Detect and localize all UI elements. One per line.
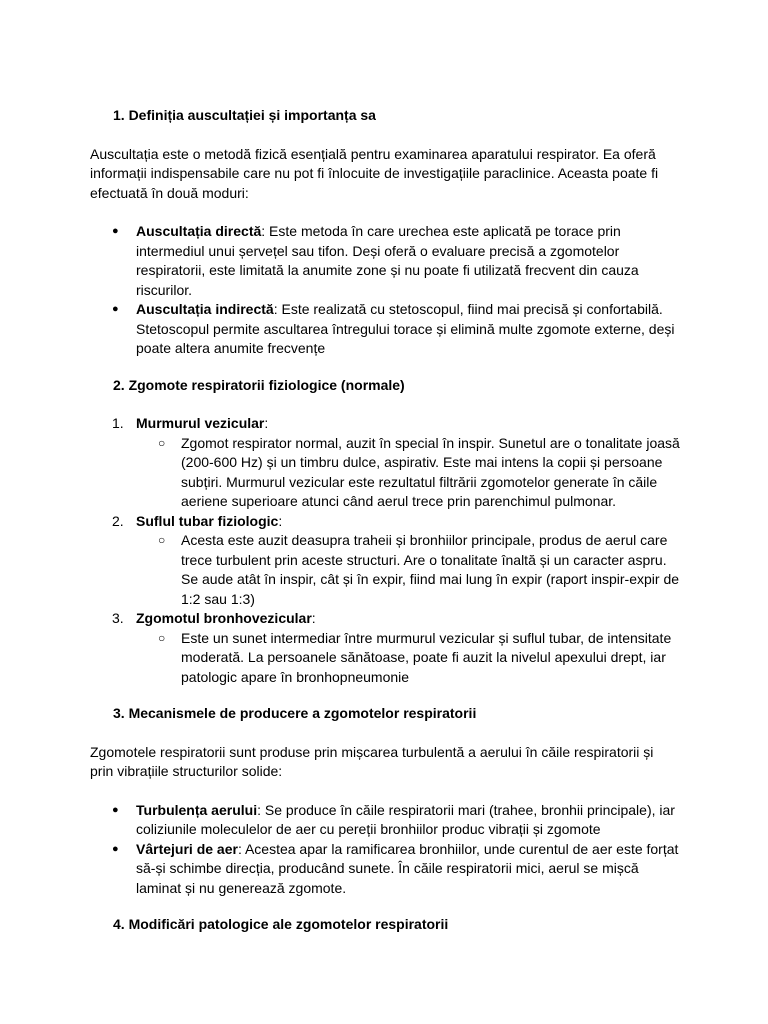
item-title: Suflul tubar fiziologic [136,512,279,529]
section-4-heading: 4. Modificări patologice ale zgomotelor respiratorii [113,916,449,932]
sub-item-text: Acesta este auzit deasupra traheii și bronhiilor principale, produs de aerul care trece turbulent prin aceste structuri. Are o tonalitate înaltă și un caracter aspru. Se aude atât în inspir, cât și în expir, fiind mai lung în expir (raport inspir-expir de 1:2 sau 1:3) [181,532,680,607]
bullet-icon: ● [112,803,119,816]
sub-item-text: Zgomot respirator normal, auzit în special în inspir. Sunetul are o tonalitate joasă (200-600 Hz) și un timbru dulce, aspirativ. Este mai intens la copii și persoane subțiri. Murmurul vezicular este rezultatul filtrării zgomotelor generate în căile aeriene superioare atunci când aerul trece prin parenchimul pulmonar. [181,434,680,509]
item-text: : Este metoda în care urechea este aplicată pe torace prin intermediul unui șervețel sau tifon. Deși oferă o evaluare precisă a zgomotelor respiratorii, este limitată la anumite zone și nu poate fi utilizată frecvent din cauza riscurilor. [136,223,639,298]
list-item: 3. Zgomotul bronhovezicular: ○ Este un sunet intermediar între murmurul vezicular și suflul tubar, de intensitate moderată. La persoanele sănătoase, poate fi auzit la nivelul apexului drept, iar patologic apare în bronhopneumonie [90,609,680,687]
section-1-intro: Auscultația este o metodă fizică esențială pentru examinarea aparatului respirator. Ea oferă informații indispensabile care nu pot fi înlocuite de investigațiile paraclinice. Aceasta poate fi efectuată în două moduri: [90,145,659,201]
document-content [90,106,680,935]
sub-item [90,629,680,688]
section-1-list [90,222,680,359]
section-3-heading: 3. Mecanismele de producere a zgomotelor respiratorii [113,705,477,721]
section-1-heading: 1. Definiția auscultației și importanța sa [113,107,376,123]
item-title: Zgomotul bronhovezicular [136,610,312,626]
item-title: Murmurul vezicular [136,415,265,431]
circle-bullet-icon: ○ [158,630,166,645]
section-3-list [90,801,680,899]
section-3-intro: Zgomotele respiratorii sunt produse prin mișcarea turbulentă a aerului în căile respiratorii și prin vibrațiile structurilor solide: [90,743,654,779]
list-item [90,801,680,840]
section-2-list [90,414,680,687]
item-text: : Se produce în căile respiratorii mari (trahee, bronhii principale), iar coliziunile moleculelor de aer cu pereții bronhiilor produc vibrații și zgomote [136,801,675,837]
item-title: Auscultația indirectă [136,301,274,317]
item-number: 2. [112,512,124,529]
circle-bullet-icon: ○ [158,533,166,547]
list-item [90,840,680,899]
item-number: 3. [112,610,124,626]
item-text: : Acestea apar la ramificarea bronhiilor, unde curentul de aer este forțat să-și schimbe direcția, producând sunete. În căile respiratorii mici, aerul se mișcă laminat și nu generează zgomote. [136,840,679,896]
bullet-icon: ● [112,225,119,237]
bullet-icon: ● [112,303,119,315]
list-item: 1. Murmurul vezicular: ○ Zgomot respirator normal, auzit în special în inspir. Sunetul are o tonalitate joasă (200-600 Hz) și un timbru dulce, aspirativ. Este mai intens la copii și persoane subțiri. Murmurul vezicular este rezultatul filtrării zgomotelor generate în căile aeriene superioare atunci când aerul trece prin parenchimul pulmonar. [90,414,680,512]
sub-item-text: Este un sunet intermediar între murmurul vezicular și suflul tubar, de intensitate moderată. La persoanele sănătoase, poate fi auzit la nivelul apexului drept, iar patologic apare în bronhopneumonie [181,629,672,685]
list-item: 2. Suflul tubar fiziologic: ○ Acesta este auzit deasupra traheii și bronhiilor principale, produs de aerul care trece turbulent prin aceste structuri. Are o tonalitate înaltă și un caracter aspru. Se aude atât în inspir, cât și în expir, fiind mai lung în expir (raport inspir-expir de 1:2 sau 1:3) [90,512,680,610]
item-number: 1. [112,415,124,431]
item-text: : Este realizată cu stetoscopul, fiind mai precisă și confortabilă. Stetoscopul permite ascultarea întregului torace și elimină multe zgomote externe, deși poate altera anumite frecvențe [136,301,675,356]
item-title: Vârtejuri de aer [136,840,238,857]
list-item [90,222,680,300]
bullet-icon: ● [112,842,119,855]
circle-bullet-icon: ○ [158,435,166,450]
sub-item [90,434,680,512]
sub-item [90,531,680,609]
section-2-heading: 2. Zgomote respiratorii fiziologice (normale) [113,376,405,393]
item-title: Auscultația directă [136,223,262,239]
list-item [90,300,680,359]
item-title: Turbulența aerului [136,801,258,818]
